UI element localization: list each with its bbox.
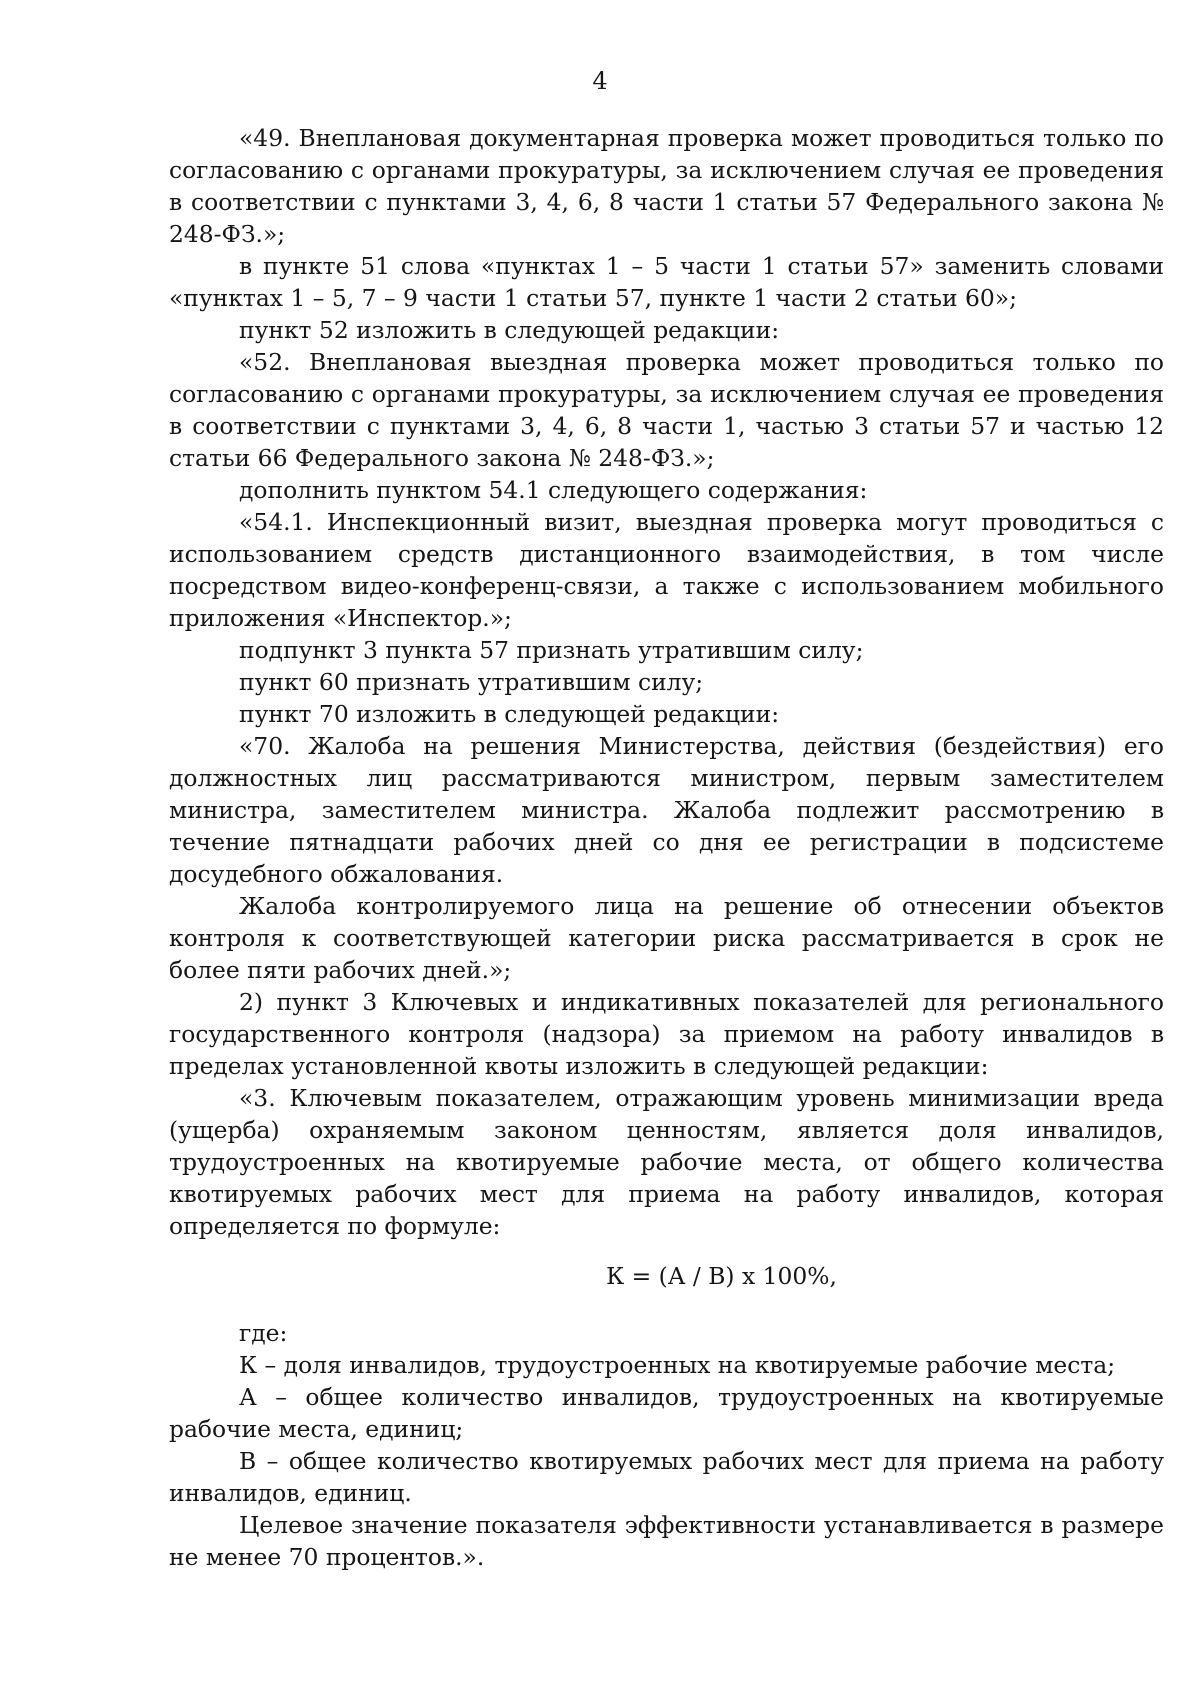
paragraph-49: «49. Внеплановая документарная проверка может проводиться только по согласованию с органами прокуратуры, за исключением случая ее проведения в соответствии с пунктами 3, 4, 6, 8 части 1 статьи 57 Федерального закона № 248-ФЗ.»; (169, 124, 1164, 248)
definition-a: А – общее количество инвалидов, трудоустроенных на квотируемые рабочие места, единиц; (169, 1383, 1164, 1443)
formula: К = (А / В) х 100%, (606, 1262, 837, 1290)
target-value: Целевое значение показателя эффективности устанавливается в размере не менее 70 процентов.». (169, 1511, 1164, 1571)
paragraph-57-amendment: подпункт 3 пункта 57 признать утратившим силу; (239, 636, 864, 664)
document-body (169, 122, 1164, 1573)
where-label: где: (239, 1319, 288, 1347)
paragraph-70-part-2: Жалоба контролируемого лица на решение об отнесении объектов контроля к соответствующей категории риска рассматривается в срок не более пяти рабочих дней.»; (169, 892, 1164, 984)
item-2: 2) пункт 3 Ключевых и индикативных показателей для регионального государственного контроля (надзора) за приемом на работу инвалидов в пределах установленной квоты изложить в следующей редакции: (169, 988, 1164, 1080)
paragraph-54-1-intro: дополнить пунктом 54.1 следующего содержания: (239, 476, 868, 504)
paragraph-51-amendment: в пункте 51 слова «пунктах 1 – 5 части 1 статьи 57» заменить словами «пунктах 1 – 5, 7 – 9 части 1 статьи 57, пункте 1 части 2 статьи 60»; (169, 252, 1164, 312)
page-number: 4 (592, 67, 608, 95)
paragraph-70-intro: пункт 70 изложить в следующей редакции: (239, 700, 780, 728)
paragraph-3: «3. Ключевым показателем, отражающим уровень минимизации вреда (ущерба) охраняемым законом ценностям, является доля инвалидов, трудоустроенных на квотируемые рабочие места, от общего количества квотируемых рабочих мест для приема на работу инвалидов, которая определяется по формуле: (169, 1084, 1164, 1240)
paragraph-70: «70. Жалоба на решения Министерства, действия (бездействия) его должностных лиц рассматриваются министром, первым заместителем министра, заместителем министра. Жалоба подлежит рассмотрению в течение пятнадцати рабочих дней со дня ее регистрации в подсистеме досудебного обжалования. (169, 732, 1164, 888)
definition-k: К – доля инвалидов, трудоустроенных на квотируемые рабочие места; (239, 1351, 1116, 1379)
paragraph-60-amendment: пункт 60 признать утратившим силу; (239, 668, 704, 696)
definition-b: В – общее количество квотируемых рабочих мест для приема на работу инвалидов, единиц. (169, 1447, 1164, 1507)
paragraph-52: «52. Внеплановая выездная проверка может проводиться только по согласованию с органами прокуратуры, за исключением случая ее проведения в соответствии с пунктами 3, 4, 6, 8 части 1, частью 3 статьи 57 и частью 12 статьи 66 Федерального закона № 248-ФЗ.»; (169, 348, 1164, 472)
paragraph-52-intro: пункт 52 изложить в следующей редакции: (239, 316, 780, 344)
paragraph-54-1: «54.1. Инспекционный визит, выездная проверка могут проводиться с использованием средств дистанционного взаимодействия, в том числе посредством видео-конференц-связи, а также с использованием мобильного приложения «Инспектор.»; (169, 508, 1164, 632)
